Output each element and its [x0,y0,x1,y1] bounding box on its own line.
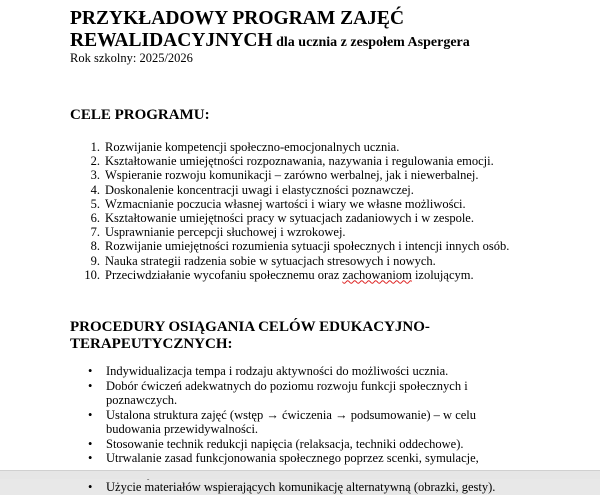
school-year: Rok szkolny: 2025/2026 [70,51,193,65]
goal-text [105,268,474,282]
list-item [88,437,526,452]
bullet-icon: • [88,378,93,393]
goal-text: Usprawnianie percepcji słuchowej i wzrokowej. [105,225,346,240]
list-item: 2. Kształtowanie umiejętności rozpoznawania, nazywania i regulowania emocji. [90,154,494,169]
list-item: 6. Kształtowanie umiejętności pracy w sytuacjach zadaniowych i w zespole. [90,210,474,225]
list-item: 1. Rozwijanie kompetencji społeczno-emocjonalnych ucznia. [90,140,400,154]
procedure-text: Stosowanie technik redukcji napięcia (relaksacja, techniki oddechowe). [106,436,464,451]
goal-text: Wspieranie rozwoju komunikacji – zarówno werbalnej, jak i niewerbalnej. [105,168,479,183]
bullet-icon: • [88,451,93,465]
procedure-text: Dobór ćwiczeń adekwatnych do poziomu rozwoju funkcji społecznych i poznawczych. [106,378,468,407]
goals-heading: CELE PROGRAMU: [70,107,210,123]
goal-text: Rozwijanie umiejętności rozumienia sytuacji społecznych i intencji innych osób. [105,239,510,254]
goal-text-part: izolującym. [411,267,474,282]
title-subtitle: dla ucznia z zespołem Aspergera [272,35,470,50]
procedure-text: Użycie materiałów wspierających komunikację alternatywną (obrazki, gesty). [106,480,496,494]
bullet-icon: • [88,436,93,451]
goal-text: Kształtowanie umiejętności rozpoznawania, nazywania i regulowania emocji. [105,154,494,169]
bullet-icon: • [88,480,93,494]
document-title [70,8,470,54]
goal-text-part: Przeciwdziałanie wycofaniu społecznemu oraz [105,267,343,282]
goal-text: Nauka strategii radzenia sobie w sytuacjach stresowych i nowych. [105,253,436,268]
list-item: 8. Rozwijanie umiejętności rozumienia sytuacji społecznych i intencji innych osób. [90,239,510,254]
bullet-icon: • [88,407,93,422]
list-item: 3. Wspieranie rozwoju komunikacji – zarówno werbalnej, jak i niewerbalnej. [90,168,479,183]
bullet-icon: • [88,364,93,378]
list-item [88,408,526,437]
procedure-text: Ustalona struktura zajęć (wstęp → ćwiczenia → podsumowanie) – w celu budowania przewidywalności. [106,407,477,436]
list-item: 4. Doskonalenie koncentracji uwagi i elastyczności poznawczej. [90,182,414,197]
goal-text: Wzmacnianie poczucia własnej wartości i wiary we własne możliwości. [105,196,466,211]
goal-text: Kształtowanie umiejętności pracy w sytuacjach zadaniowych i w zespole. [105,210,474,225]
list-item [88,480,526,495]
list-item: 7. Usprawnianie percepcji słuchowej i wzrokowej. [90,225,346,240]
spellcheck-word[interactable]: zachowaniom [342,267,412,282]
list-item: 10. Przeciwdziałanie wycofaniu społecznemu oraz zachowaniom izolującym. [84,267,474,282]
page-gap [0,470,600,479]
procedures-heading-line-1: PROCEDURY OSIĄGANIA CELÓW EDUKACYJNO- [70,319,430,335]
procedure-text: Utrwalanie zasad funkcjonowania społecznego poprzez scenki, symulacje, [106,451,479,465]
list-item [88,379,526,408]
procedure-text: Indywidualizacja tempa i rodzaju aktywności do możliwości ucznia. [106,364,449,378]
goal-text: Doskonalenie koncentracji uwagi i elastyczności poznawczej. [105,182,414,197]
goal-text: Rozwijanie kompetencji społeczno-emocjonalnych ucznia. [105,140,400,154]
title-main: REWALIDACYJNYCH [70,30,273,51]
list-item [88,364,526,379]
procedures-heading [70,319,430,353]
title-line-1: PRZYKŁADOWY PROGRAM ZAJĘĆ [70,8,405,29]
list-item: 9. Nauka strategii radzenia sobie w sytuacjach stresowych i nowych. [90,253,436,268]
goals-list [70,140,509,282]
list-item: 5. Wzmacnianie poczucia własnej wartości i wiary we własne możliwości. [90,196,466,211]
procedures-heading-line-2: TERAPEUTYCZNYCH: [70,336,233,352]
